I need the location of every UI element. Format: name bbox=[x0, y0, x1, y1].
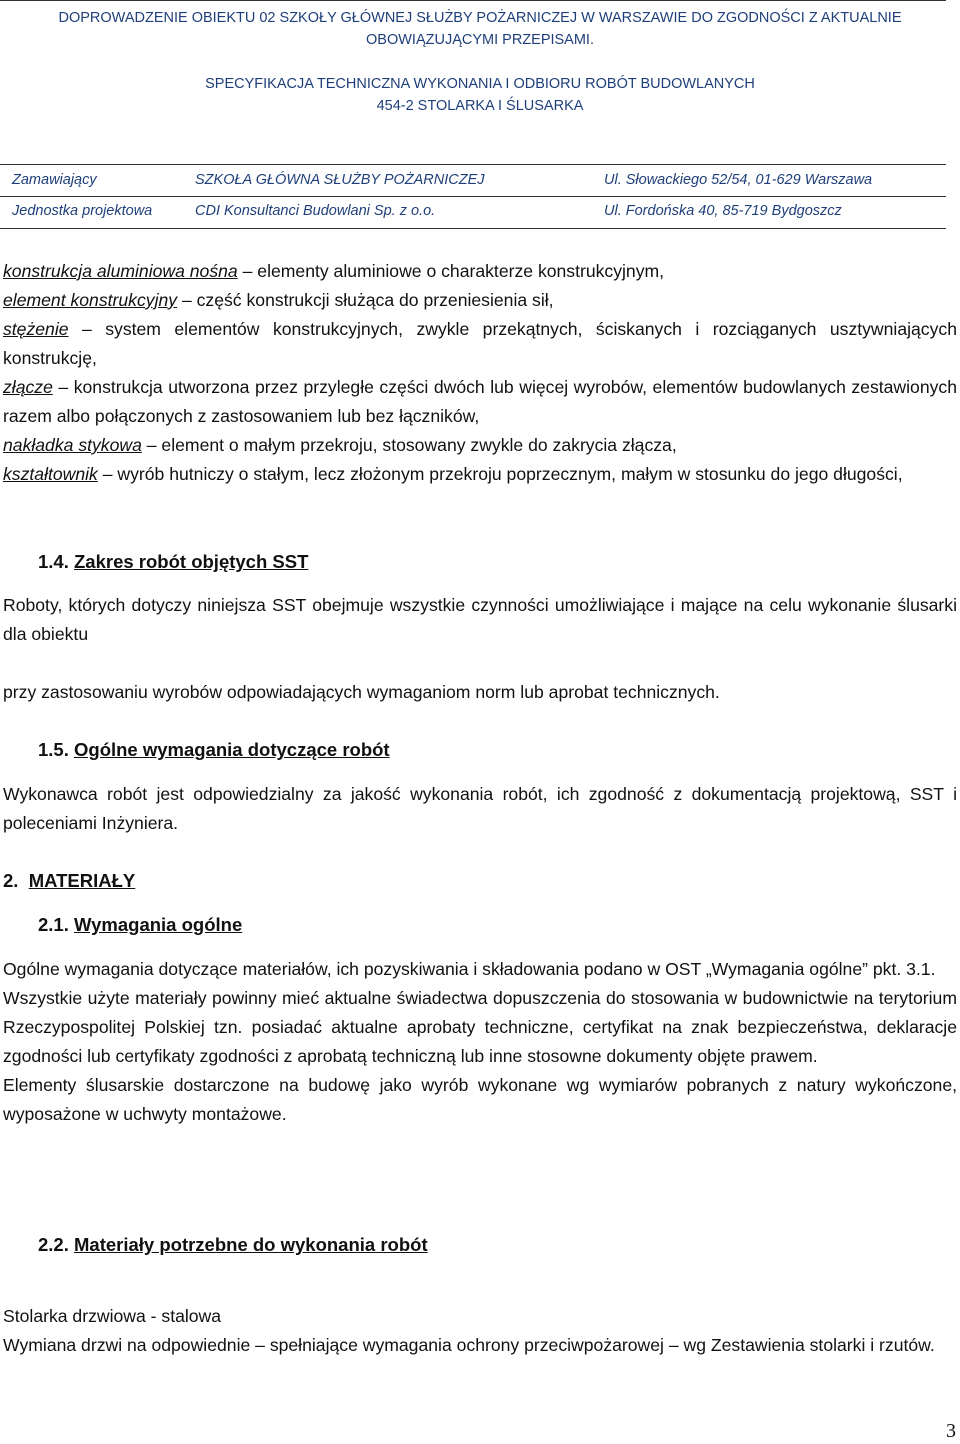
section-number: 2. bbox=[3, 870, 19, 891]
definition-item bbox=[3, 257, 957, 286]
meta-row-designer bbox=[0, 199, 946, 225]
section-number: 1.4. bbox=[38, 551, 69, 572]
definition-text: – część konstrukcji służąca do przeniesienia sił, bbox=[177, 290, 554, 310]
definition-item bbox=[3, 373, 957, 431]
section-title: Materiały potrzebne do wykonania robót bbox=[74, 1234, 428, 1255]
section-2-1-body bbox=[3, 955, 957, 1129]
definition-term: złącze bbox=[3, 377, 53, 397]
definition-text: – elementy aluminiowe o charakterze konstrukcyjnym, bbox=[237, 261, 665, 281]
section-2-2-heading bbox=[38, 1234, 428, 1256]
section-number: 1.5. bbox=[38, 739, 69, 760]
definition-term: element konstrukcyjny bbox=[3, 290, 178, 310]
section-2-1-paragraph-2: Wszystkie użyte materiały powinny mieć aktualne świadectwa dopuszczenia do stosowania w budownictwie na terytorium Rzeczypospolitej Polskiej tzn. posiadać aktualne aprobaty techniczne, certyfikat na znak bezpieczeństwa, deklaracje zgodności lub certyfikaty zgodności z aprobatą techniczną lub inne stosowne dokumenty objęte prawem. bbox=[3, 988, 957, 1066]
section-title: Zakres robót objętych SST bbox=[74, 551, 309, 572]
definition-term: nakładka stykowa bbox=[3, 435, 142, 455]
section-1-4-paragraph-2: przy zastosowaniu wyrobów odpowiadających wymaganiom norm lub aprobat technicznych. bbox=[3, 682, 720, 702]
definition-text: – wyrób hutniczy o stałym, lecz złożonym przekroju poprzecznym, małym w stosunku do jego długości, bbox=[97, 464, 903, 484]
section-title: MATERIAŁY bbox=[28, 870, 136, 891]
definitions-list bbox=[3, 257, 957, 489]
definition-text: – konstrukcja utworzona przez przyległe części dwóch lub więcej wyrobów, elementów budowlanych zestawionych razem albo połączonych z zastosowaniem lub bez łączników, bbox=[3, 377, 957, 426]
meta-row-client bbox=[0, 168, 946, 194]
specification-title: SPECYFIKACJA TECHNICZNA WYKONANIA I ODBIORU ROBÓT BUDOWLANYCH bbox=[205, 76, 755, 92]
definition-item bbox=[3, 315, 957, 373]
header-top-rule bbox=[0, 0, 946, 1]
section-2-1-paragraph-1: Ogólne wymagania dotyczące materiałów, ich pozyskiwania i składowania podano w OST „Wymagania ogólne” pkt. 3.1. bbox=[3, 959, 936, 979]
meta-rule-middle bbox=[0, 196, 946, 197]
section-1-4-paragraph-1: Roboty, których dotyczy niniejsza SST obejmuje wszystkie czynności umożliwiające i mające na celu wykonanie ślusarki dla obiektu bbox=[3, 595, 957, 644]
client-name: SZKOŁA GŁÓWNA SŁUŻBY POŻARNICZEJ bbox=[195, 172, 485, 188]
section-title: Wymagania ogólne bbox=[74, 914, 243, 935]
section-2-heading bbox=[3, 870, 135, 892]
definition-term: kształtownik bbox=[3, 464, 98, 484]
definition-item bbox=[3, 431, 957, 460]
meta-rule-bottom bbox=[0, 228, 946, 229]
section-2-2-body bbox=[3, 1302, 957, 1360]
document-title-line-1: DOPROWADZENIE OBIEKTU 02 SZKOŁY GŁÓWNEJ SŁUŻBY POŻARNICZEJ W WARSZAWIE DO ZGODNOŚCI Z AKTUALNIE bbox=[58, 10, 902, 26]
section-number: 2.2. bbox=[38, 1234, 69, 1255]
client-label: Zamawiający bbox=[12, 172, 97, 188]
designer-address: Ul. Fordońska 40, 85-719 Bydgoszcz bbox=[604, 203, 842, 219]
section-1-4-heading bbox=[38, 551, 308, 573]
document-title-line-2: OBOWIĄZUJĄCYMI PRZEPISAMI. bbox=[366, 32, 594, 48]
definition-term: stężenie bbox=[3, 319, 69, 339]
definition-item bbox=[3, 286, 957, 315]
section-number: 2.1. bbox=[38, 914, 69, 935]
section-1-5-heading bbox=[38, 739, 390, 761]
definition-term: konstrukcja aluminiowa nośna bbox=[3, 261, 238, 281]
section-2-2-paragraph-1: Stolarka drzwiowa - stalowa bbox=[3, 1306, 222, 1326]
section-2-1-heading bbox=[38, 914, 242, 936]
section-1-5-paragraph-1: Wykonawca robót jest odpowiedzialny za jakość wykonania robót, ich zgodność z dokumentacją projektową, SST i poleceniami Inżyniera. bbox=[3, 784, 957, 833]
designer-name: CDI Konsultanci Budowlani Sp. z o.o. bbox=[195, 203, 436, 219]
section-2-2-paragraph-2: Wymiana drzwi na odpowiednie – spełniające wymagania ochrony przeciwpożarowej – wg Zestawienia stolarki i rzutów. bbox=[3, 1335, 935, 1355]
page-number: 3 bbox=[946, 1420, 956, 1442]
section-title: Ogólne wymagania dotyczące robót bbox=[74, 739, 390, 760]
specification-code: 454-2 STOLARKA I ŚLUSARKA bbox=[376, 98, 584, 114]
definition-text: – element o małym przekroju, stosowany zwykle do zakrycia złącza, bbox=[141, 435, 677, 455]
section-2-1-paragraph-3: Elementy ślusarskie dostarczone na budowę jako wyrób wykonane wg wymiarów pobranych z natury wykończone, wyposażone w uchwyty montażowe. bbox=[3, 1075, 957, 1124]
definition-item bbox=[3, 460, 957, 489]
definition-text: – system elementów konstrukcyjnych, zwykle przekątnych, ściskanych i rozciąganych usztywniających konstrukcję, bbox=[3, 319, 957, 368]
designer-label: Jednostka projektowa bbox=[12, 203, 153, 219]
meta-rule-top bbox=[0, 164, 946, 165]
client-address: Ul. Słowackiego 52/54, 01-629 Warszawa bbox=[604, 172, 873, 188]
